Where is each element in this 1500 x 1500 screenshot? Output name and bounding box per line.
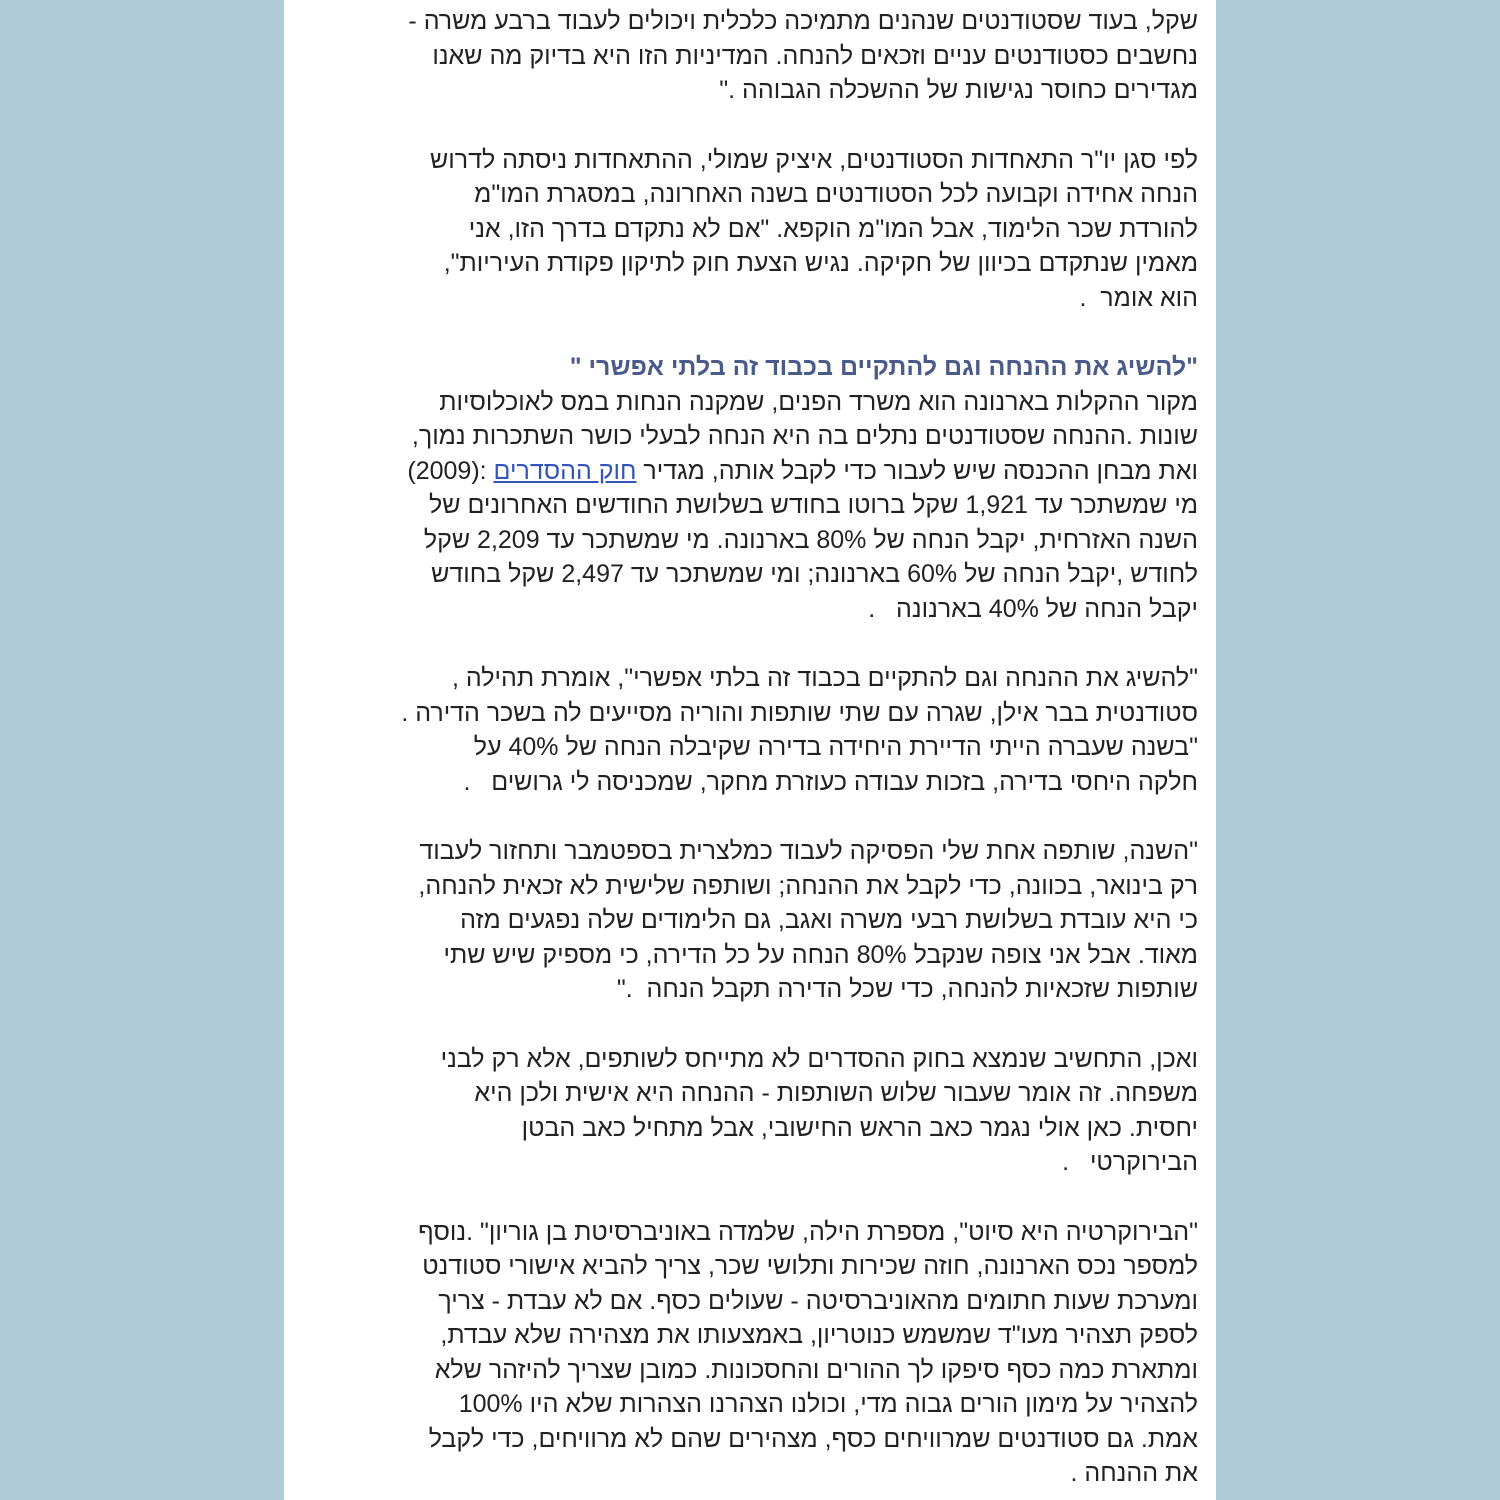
text-line: רק בינואר, בכוונה, כדי לקבל את ההנחה; ושותפה שלישית לא זכאית להנחה,	[418, 871, 1198, 900]
text-line: ומערכת שעות חתומים מהאוניברסיטה - שעולים כסף. אם לא עבדת - צריך	[438, 1286, 1198, 1315]
paragraph-5	[328, 834, 1198, 1007]
text-line: לפי סגן יו"ר התאחדות הסטודנטים, איציק שמולי, ההתאחדות ניסתה לדרוש	[429, 145, 1198, 174]
paragraph-6	[328, 1042, 1198, 1180]
text-line: "בשנה שעברה הייתי הדיירת היחידה בדירה שקיבלה הנחה של 40% על	[473, 733, 1198, 761]
text-line: להורדת שכר הלימוד, אבל המו"מ הוקפא. "אם לא נתקדם בדרך הזו, אני	[468, 214, 1198, 243]
text-line: יחסית. כאן אולי נגמר כאב הראש החישובי, אבל מתחיל כאב הבטן	[521, 1113, 1198, 1142]
text-line: "הבירוקרטיה היא סיוט", מספרת הילה, שלמדה באוניברסיטת בן גוריון" .נוסף	[418, 1217, 1198, 1246]
paragraph-1	[328, 4, 1198, 108]
text-line: ואכן, התחשיב שנמצא בחוק ההסדרים לא מתייחס לשותפים, אלא רק לבני	[440, 1044, 1198, 1073]
text-line: "השנה, שותפה אחת שלי הפסיקה לעבוד כמלצרית בספטמבר ותחזור לעבוד	[419, 837, 1198, 865]
article-body	[328, 4, 1198, 1500]
text-line: מי שמשתכר עד 1,921 שקל ברוטו בחודש בשלושת החודשים האחרונים של	[429, 491, 1198, 519]
text-line: מקור ההקלות בארנונה הוא משרד הפנים, שמקנה הנחות במס לאוכלוסיות	[439, 387, 1198, 416]
text-line: לחודש ,יקבל הנחה של 60% בארנונה; ומי שמשתכר עד 2,497 שקל בחודש	[431, 560, 1198, 588]
text-line: להצהיר על מימון הורים גבוה מדי, וכולנו הצהרנו הצהרות שלא היו 100%	[458, 1390, 1198, 1418]
text-line: יקבל הנחה של 40% בארנונה .	[868, 594, 1198, 623]
section-heading-block	[328, 350, 1198, 385]
text-segment: ואת מבחן ההכנסה שיש לעבור כדי לקבל אותה, מגדיר	[636, 456, 1198, 485]
text-line: הבירוקרטי .	[1062, 1148, 1198, 1176]
paragraph-7	[328, 1215, 1198, 1491]
text-line: משפחה. זה אומר שעבור שלוש השותפות - ההנחה היא אישית ולכן היא	[474, 1079, 1198, 1107]
article-page	[284, 0, 1216, 1500]
text-line: כי היא עובדת בשלושת רבעי משרה ואגב, גם הלימודים שלה נפגעים מזה	[460, 906, 1198, 934]
text-line: חלקה היחסי בדירה, בזכות עבודה כעוזרת מחקר, שמכניסה לי גרושים .	[463, 767, 1198, 796]
text-line: נחשבים כסטודנטים עניים וזכאים להנחה. המדיניות הזו היא בדיוק מה שאנו	[432, 41, 1198, 70]
text-line: ומתארת כמה כסף סיפקו לך ההורים והחסכונות. כמובן שצריך להיזהר שלא	[434, 1355, 1198, 1384]
text-line: הנחה אחידה וקבועה לכל הסטודנטים בשנה האחרונה, במסגרת המו"מ	[474, 180, 1198, 208]
text-line: סטודנטית בבר אילן, שגרה עם שתי שותפות והוריה מסייעים לה בשכר הדירה .	[401, 698, 1198, 727]
text-line: מאוד. אבל אני צופה שנקבל 80% הנחה על כל הדירה, כי מספיק שיש שתי	[443, 940, 1198, 969]
text-segment: :(2009)	[407, 456, 494, 485]
paragraph-3	[328, 385, 1198, 627]
text-line: שונות .ההנחה שסטודנטים נתלים בה היא הנחה לבעלי כושר השתכרות נמוך,	[411, 422, 1198, 450]
text-line: אמת. גם סטודנטים שמרוויחים כסף, מצהירים שהם לא מרוויחים, כדי לקבל	[428, 1424, 1198, 1453]
text-line: מאמין שנתקדם בכיוון של חקיקה. נגיש הצעת חוק לתיקון פקודת העיריות",	[443, 249, 1198, 277]
arrangements-law-link[interactable]: חוק ההסדרים	[493, 456, 637, 485]
text-line: למספר נכס הארנונה, חוזה שכירות ותלושי שכר, צריך להביא אישורי סטודנט	[422, 1252, 1198, 1280]
text-line: "להשיג את ההנחה וגם להתקיים בכבוד זה בלתי אפשרי", אומרת תהילה ,	[452, 664, 1198, 692]
text-line: שקל, בעוד שסטודנטים שנהנים מתמיכה כלכלית ויכולים לעבוד ברבע משרה -	[408, 7, 1198, 35]
text-line: שותפות שזכאיות להנחה, כדי שכל הדירה תקבל הנחה ."	[616, 975, 1198, 1003]
text-line: את ההנחה .	[1070, 1459, 1198, 1487]
paragraph-4	[328, 661, 1198, 799]
text-line-with-link	[328, 454, 1198, 489]
text-line: מגדירים כחוסר נגישות של ההשכלה הגבוהה ."	[719, 76, 1198, 104]
section-heading: "להשיג את ההנחה וגם להתקיים בכבוד זה בלתי אפשרי "	[569, 353, 1198, 381]
paragraph-2	[328, 143, 1198, 316]
text-line: הוא אומר .	[1079, 283, 1198, 312]
text-line: לספק תצהיר מעו"ד שמשמש כנוטריון, באמצעותו את מצהירה שלא עבדת,	[440, 1321, 1198, 1349]
text-line: השנה האזרחית, יקבל הנחה של 80% בארנונה. מי שמשתכר עד 2,209 שקל	[423, 525, 1198, 554]
